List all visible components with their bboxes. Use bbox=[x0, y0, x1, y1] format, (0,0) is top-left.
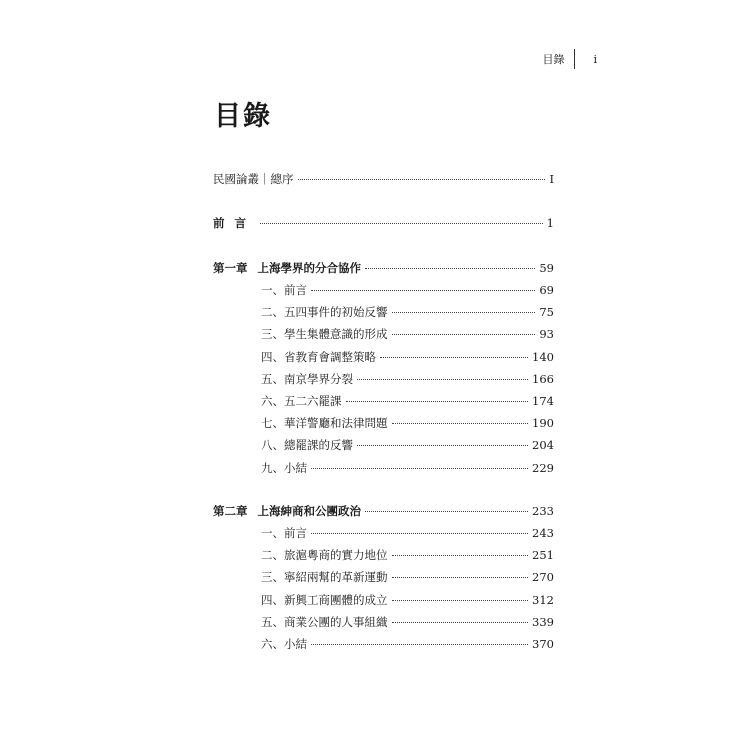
toc-entry-label: 三、寧紹兩幫的革新運動 bbox=[261, 570, 388, 585]
leader-dots bbox=[392, 622, 529, 623]
leader-dots bbox=[392, 312, 536, 313]
toc-section-entry[interactable] bbox=[261, 415, 554, 431]
leader-dots bbox=[346, 401, 529, 402]
toc-section-entry[interactable] bbox=[261, 304, 554, 320]
toc-chapter-2[interactable] bbox=[213, 503, 554, 519]
toc-entry-page: 69 bbox=[539, 283, 554, 297]
toc-entry-label: 九、小結 bbox=[261, 460, 307, 475]
toc-section-entry[interactable] bbox=[261, 636, 554, 652]
toc-entry-label: 七、華洋警廳和法律問題 bbox=[261, 416, 388, 431]
toc-entry-foreword[interactable] bbox=[213, 215, 554, 231]
chapter-title: 上海紳商和公團政治 bbox=[257, 504, 361, 518]
toc-section-entry[interactable] bbox=[261, 460, 554, 476]
toc-entry-page: 339 bbox=[532, 614, 554, 629]
toc-entry-series-preface[interactable] bbox=[213, 171, 554, 187]
toc-chapter-1[interactable] bbox=[213, 260, 554, 276]
toc-entry-page: 75 bbox=[539, 305, 554, 320]
toc-entry-page: 140 bbox=[532, 349, 554, 364]
page-title: 目錄 bbox=[214, 101, 272, 132]
leader-dots bbox=[298, 179, 546, 180]
leader-dots bbox=[260, 223, 543, 224]
toc-entry-label: 二、旅滬粵商的實力地位 bbox=[261, 548, 388, 563]
chapter-title: 上海學界的分合協作 bbox=[257, 261, 361, 275]
toc-section-entry[interactable] bbox=[261, 614, 554, 630]
toc-entry-label: 四、新興工商團體的成立 bbox=[261, 592, 388, 607]
leader-dots bbox=[357, 379, 528, 380]
leader-dots bbox=[365, 268, 535, 269]
leader-dots bbox=[392, 334, 536, 335]
toc-section-entry[interactable] bbox=[261, 437, 554, 453]
toc-entry-label: 八、總罷課的反響 bbox=[261, 438, 353, 453]
toc-entry-page: 93 bbox=[539, 327, 554, 342]
toc-section-entry[interactable] bbox=[261, 393, 554, 409]
toc-entry-page: 233 bbox=[532, 504, 554, 518]
toc-entry-page: 370 bbox=[532, 637, 554, 651]
leader-dots bbox=[357, 445, 528, 446]
leader-dots bbox=[365, 511, 528, 512]
toc-section-entry[interactable] bbox=[261, 282, 554, 298]
toc-entry-page: 190 bbox=[532, 416, 554, 431]
leader-dots bbox=[311, 644, 528, 645]
toc-entry-label: 五、商業公團的人事組織 bbox=[261, 614, 388, 629]
leader-dots bbox=[392, 577, 529, 578]
leader-dots bbox=[380, 357, 528, 358]
toc-entry-page: 174 bbox=[532, 394, 554, 408]
toc-entry-page: 229 bbox=[532, 460, 554, 475]
toc-entry-label: 一、前言 bbox=[261, 526, 307, 540]
toc-section-entry[interactable] bbox=[261, 592, 554, 608]
toc-entry-label: 前言 bbox=[213, 216, 256, 230]
running-header-page-number: i bbox=[593, 52, 597, 66]
toc-entry-label: 三、學生集體意識的形成 bbox=[261, 327, 388, 342]
toc-entry-page: 270 bbox=[532, 570, 554, 585]
toc-section-entry[interactable] bbox=[261, 547, 554, 563]
chapter-number: 第二章 bbox=[213, 504, 248, 518]
toc-entry-page: 243 bbox=[532, 526, 554, 540]
leader-dots bbox=[311, 533, 528, 534]
toc-entry-page: I bbox=[549, 172, 554, 186]
toc-section-entry[interactable] bbox=[261, 525, 554, 541]
toc-entry-label: 一、前言 bbox=[261, 283, 307, 297]
leader-dots bbox=[392, 600, 529, 601]
toc-entry-page: 251 bbox=[532, 548, 554, 563]
toc-entry-label: 六、小結 bbox=[261, 637, 307, 651]
toc-entry-page: 312 bbox=[532, 592, 554, 607]
leader-dots bbox=[311, 468, 528, 469]
leader-dots bbox=[311, 290, 535, 291]
toc-entry-label: 五、南京學界分裂 bbox=[261, 371, 353, 386]
toc-entry-label: 六、五二六罷課 bbox=[261, 394, 342, 408]
leader-dots bbox=[392, 555, 529, 556]
toc-section-entry[interactable] bbox=[261, 371, 554, 387]
toc-section-entry[interactable] bbox=[261, 349, 554, 365]
chapter-number: 第一章 bbox=[213, 261, 248, 275]
toc-entry-label: 民國論叢｜總序 bbox=[213, 172, 294, 186]
toc-entry-page: 166 bbox=[532, 371, 554, 386]
toc-entry-page: 59 bbox=[539, 261, 554, 275]
toc-section-entry[interactable] bbox=[261, 326, 554, 342]
toc-entry-page: 1 bbox=[546, 216, 554, 230]
toc-section-entry[interactable] bbox=[261, 569, 554, 585]
toc-entry-label: 二、五四事件的初始反響 bbox=[261, 305, 388, 320]
toc-entry-label: 四、省教育會調整策略 bbox=[261, 349, 376, 364]
toc-entry-page: 204 bbox=[532, 438, 554, 453]
leader-dots bbox=[392, 423, 529, 424]
running-header-title: 目錄 bbox=[542, 53, 565, 66]
